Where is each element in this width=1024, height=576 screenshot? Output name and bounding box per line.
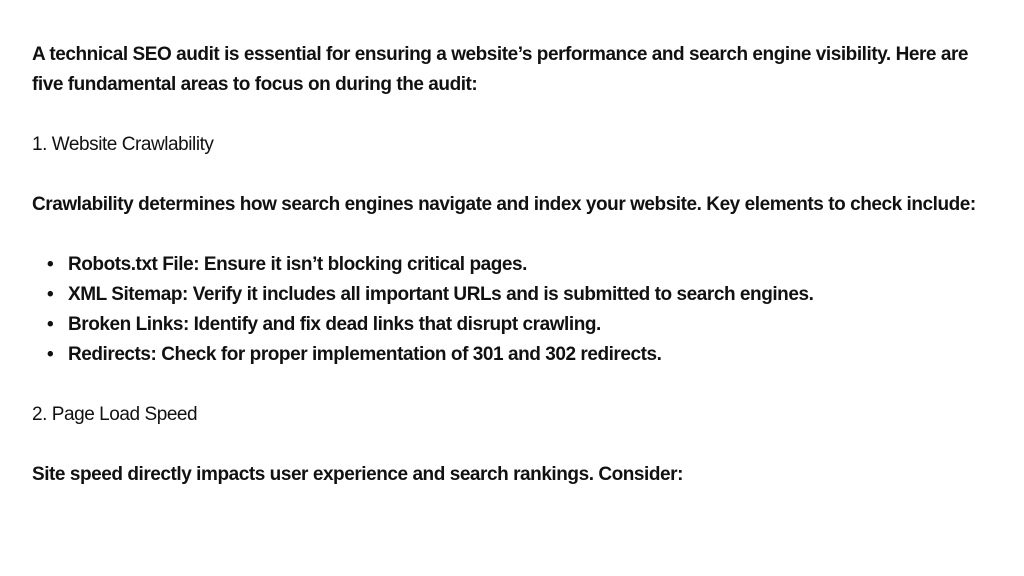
intro-paragraph: A technical SEO audit is essential for ensuring a website’s performance and search engine visibility. Here are five fundamental areas to focus on during the audit: bbox=[32, 44, 969, 95]
list-item-text: Verify it includes all important URLs and is submitted to search engines. bbox=[187, 284, 814, 305]
bullet-icon: • bbox=[47, 254, 54, 275]
crawlability-paragraph: Crawlability determines how search engines navigate and index your website. Key elements to check include: bbox=[32, 194, 976, 215]
list-item-text: Identify and fix dead links that disrupt crawling. bbox=[188, 314, 601, 335]
bullet-icon: • bbox=[47, 314, 54, 335]
list-item bbox=[32, 340, 992, 370]
list-item bbox=[32, 310, 992, 340]
list-item-term: Broken Links: bbox=[68, 314, 189, 335]
list-item-term: Robots.txt File: bbox=[68, 254, 200, 275]
bullet-icon: • bbox=[47, 344, 54, 365]
list-item-term: Redirects: bbox=[68, 344, 157, 365]
list-item bbox=[32, 280, 992, 310]
page-speed-paragraph: Site speed directly impacts user experience and search rankings. Consider: bbox=[32, 464, 683, 485]
bullet-icon: • bbox=[47, 284, 54, 305]
crawlability-checklist bbox=[32, 250, 992, 370]
list-item-text: Ensure it isn’t blocking critical pages. bbox=[199, 254, 527, 275]
list-item-text: Check for proper implementation of 301 and 302 redirects. bbox=[156, 344, 662, 365]
section-heading-page-speed: 2. Page Load Speed bbox=[32, 404, 198, 425]
list-item bbox=[32, 250, 992, 280]
list-item-term: XML Sitemap: bbox=[68, 284, 188, 305]
section-heading-crawlability: 1. Website Crawlability bbox=[32, 134, 214, 155]
